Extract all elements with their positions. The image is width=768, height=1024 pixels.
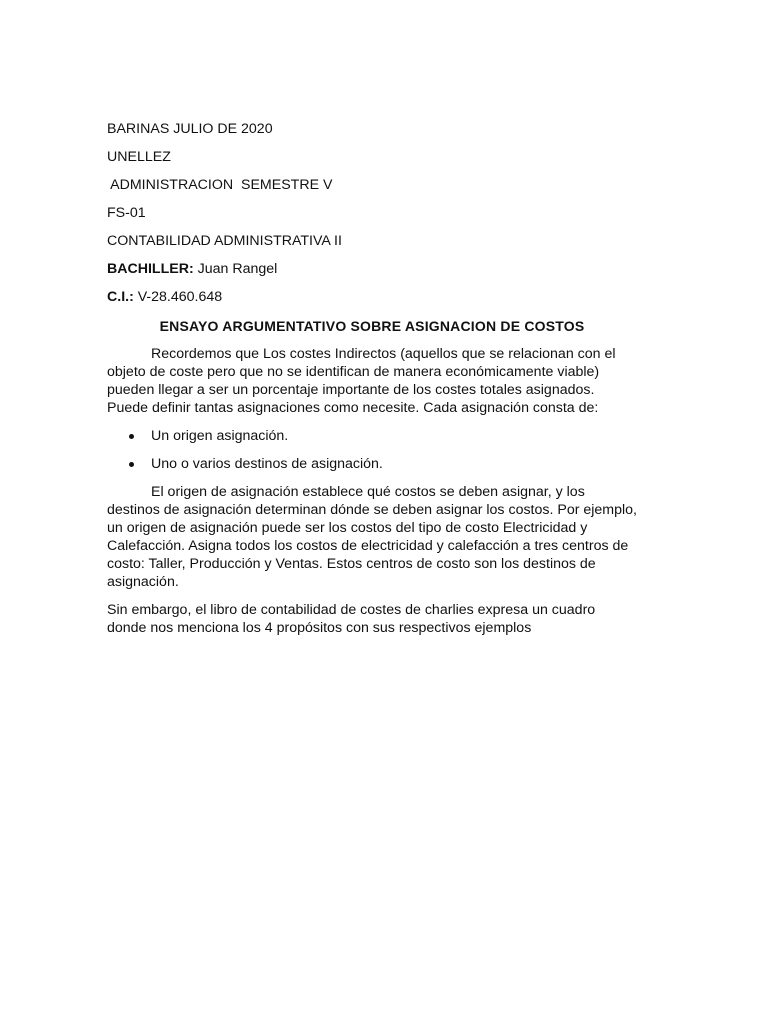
list-item: [107, 427, 637, 445]
id-label: C.I.:: [107, 289, 134, 305]
bullet-icon: [129, 434, 134, 439]
list-item-text: Un origen asignación.: [151, 428, 289, 444]
course-line: CONTABILIDAD ADMINISTRATIVA II: [107, 233, 342, 249]
program-line: ADMINISTRACION SEMESTRE V: [107, 177, 333, 193]
place-date-line: BARINAS JULIO DE 2020: [107, 121, 273, 137]
bullet-icon: [129, 462, 134, 467]
paragraph-1: Recordemos que Los costes Indirectos (aquellos que se relacionan con el objeto de coste pero que no se identifican de manera económicamente viable) pueden llegar a ser un porcentaje importante de los costes totales asignados. Puede definir tantas asignaciones como necesite. Cada asignación consta de:: [107, 346, 616, 416]
paragraph-2: El origen de asignación establece qué costos se deben asignar, y los destinos de asignación determinan dónde se deben asignar los costos. Por ejemplo, un origen de asignación puede ser los costos del tipo de costo Electricidad y Calefacción. Asigna todos los costos de electricidad y calefacción a tres centros de costo: Taller, Producción y Ventas. Estos centros de costo son los destinos de asignación.: [107, 484, 638, 590]
essay-title: ENSAYO ARGUMENTATIVO SOBRE ASIGNACION DE COSTOS: [159, 318, 585, 334]
list-item: [107, 455, 637, 473]
student-name: Juan Rangel: [193, 261, 278, 277]
allocation-list: [107, 427, 637, 473]
id-line: [107, 288, 637, 306]
document-body: [107, 120, 637, 647]
id-value: V-28.460.648: [133, 289, 223, 305]
student-label: BACHILLER:: [107, 261, 194, 277]
list-item-text: Uno o varios destinos de asignación.: [151, 456, 383, 472]
section-line: FS-01: [107, 205, 146, 221]
paragraph-3: Sin embargo, el libro de contabilidad de costes de charlies expresa un cuadro donde nos menciona los 4 propósitos con sus respectivos ejemplos: [107, 602, 596, 636]
institution-line: UNELLEZ: [107, 149, 171, 165]
student-line: [107, 260, 637, 278]
